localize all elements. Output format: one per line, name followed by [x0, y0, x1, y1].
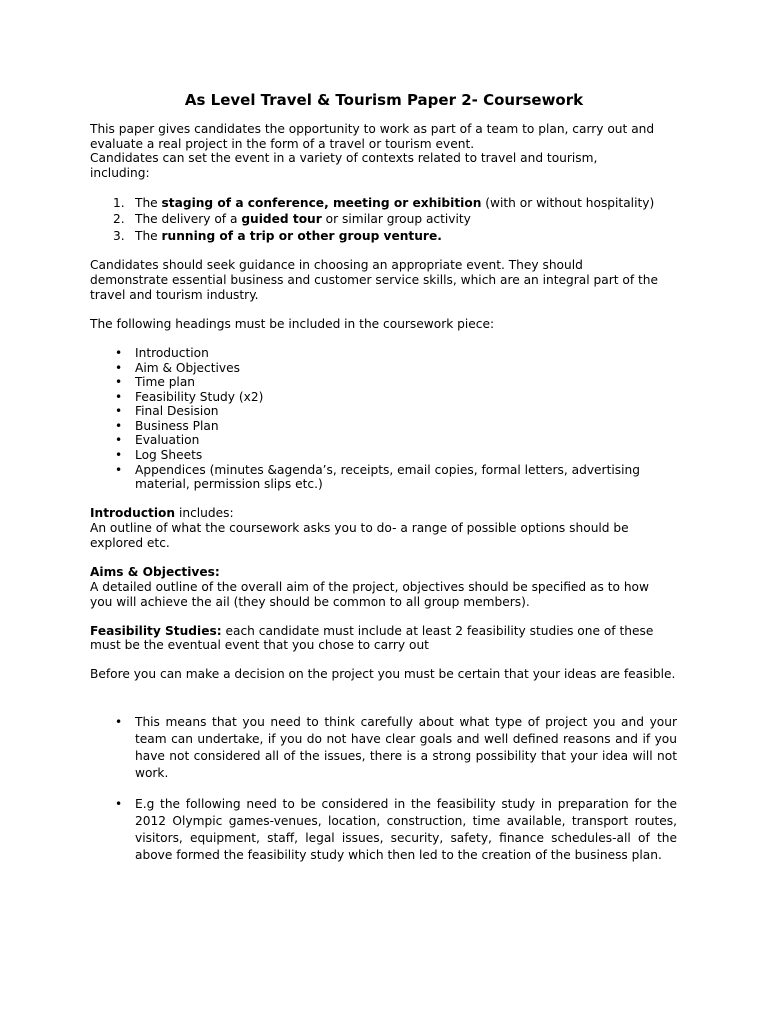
guidance-line: Candidates should seek guidance in choosing an appropriate event. They should [90, 258, 583, 272]
bullet-icon: • [115, 346, 123, 360]
aims-heading: Aims & Objectives: [90, 565, 220, 579]
bullet-icon: • [115, 797, 123, 811]
bullet-icon: • [115, 448, 123, 462]
list-number: 2. [113, 212, 125, 226]
aims-line: you will achieve the ail (they should be common to all group members). [90, 595, 530, 609]
introduction-line: explored etc. [90, 536, 170, 550]
aims-line: A detailed outline of the overall aim of the project, objectives should be specified as to how [90, 580, 649, 594]
list-emphasis: guided tour [241, 212, 322, 226]
intro-line: Candidates can set the event in a variety of contexts related to travel and tourism, [90, 151, 598, 165]
bullet-icon: • [115, 375, 123, 389]
feasibility-line: must be the eventual event that you chose to carry out [90, 638, 429, 652]
document-page: As Level Travel & Tourism Paper 2- Coursework This paper gives candidates the opportunity to work as part of a team to plan, carry out and evaluate a real project in the form of a travel or tourism event. Candidates can set the event in a variety of contexts related to travel and tourism, including: 1. The staging of a conference, meeting or exhibition (with or without hospitality) 2. The delivery of a guided tour or similar group activity 3. The running of a trip or other group venture. Candidates should seek guidance in choosing an appropriate event. They should demonstrate essential business and customer service skills, which are an integral part of the travel and tourism industry. The following headings must be included in the coursework piece: • Introduction • Aim & Objectives • Time plan • Feasibility Study (x2) • Final Desision • Business Plan • Evaluation • Log Sheets • Appendices (minutes &agenda’s, receipts, email copies, formal letters, advertising material, permission slips etc.) Introduction includes: An outline of what the coursework asks you to do- a range of possible options should be explored etc. Aims & Objectives: A detailed outline of the overall aim of the project, objectives should be specified as to how you will achieve the ail (they should be common to all group members). Feasibility Studies: each candidate must include at least 2 feasibility studies one of these must be the eventual event that you chose to carry out Before you can make a decision on the project you must be certain that your ideas are feasible. • This means that you need to think carefully about what type of project you and your team can undertake, if you do not have clear goals and well defined reasons and if you have not considered all of the issues, there is a strong possibility that your idea will not work. • E.g the following need to be considered in the feasibility study in preparation for the 2012 Olympic games-venues, location, construction, time available, transport routes, visitors, equipment, staff, legal issues, security, safety, finance schedules-all of the above formed the feasibility study which then led to the creation of the business plan. [0, 0, 768, 1024]
bullet-icon: • [115, 404, 123, 418]
bullet-icon: • [115, 361, 123, 375]
guidance-line: demonstrate essential business and customer service skills, which are an integral part of the [90, 273, 658, 287]
bullet-icon: • [115, 715, 123, 729]
bullet-icon: • [115, 463, 123, 477]
list-number: 1. [113, 196, 125, 210]
bullet-icon: • [115, 433, 123, 447]
intro-line: This paper gives candidates the opportunity to work as part of a team to plan, carry out and [90, 122, 655, 136]
list-emphasis: staging of a conference, meeting or exhibition [161, 196, 482, 210]
introduction-line: An outline of what the coursework asks you to do- a range of possible options should be [90, 521, 629, 535]
decision-paragraph: Before you can make a decision on the project you must be certain that your ideas are feasible. [90, 667, 676, 681]
list-number: 3. [113, 229, 125, 243]
intro-line: including: [90, 166, 150, 180]
list-emphasis: running of a trip or other group venture. [161, 229, 442, 243]
feasibility-heading: Feasibility Studies: each candidate must include at least 2 feasibility studies one of these [90, 624, 654, 638]
introduction-heading: Introduction includes: [90, 506, 234, 520]
bullet-paragraph: This means that you need to think carefully about what type of project you and your team can undertake, if you do not have clear goals and well defined reasons and if you have not considered all of the issues, there is a strong possibility that your idea will not work. [135, 715, 677, 780]
list-item-continuation: material, permission slips etc.) [135, 477, 323, 491]
bullet-icon: • [115, 419, 123, 433]
bullet-paragraph: E.g the following need to be considered in the feasibility study in preparation for the 2012 Olympic games-venues, location, construction, time available, transport routes, visitors, equipment, staff, legal issues, security, safety, finance schedules-all of the above formed the feasibility study which then led to the creation of the business plan. [135, 797, 677, 862]
headings-intro: The following headings must be included in the coursework piece: [90, 317, 495, 331]
bullet-icon: • [115, 390, 123, 404]
document-title: As Level Travel & Tourism Paper 2- Coursework [184, 91, 584, 109]
guidance-line: travel and tourism industry. [90, 288, 259, 302]
intro-line: evaluate a real project in the form of a travel or tourism event. [90, 137, 475, 151]
